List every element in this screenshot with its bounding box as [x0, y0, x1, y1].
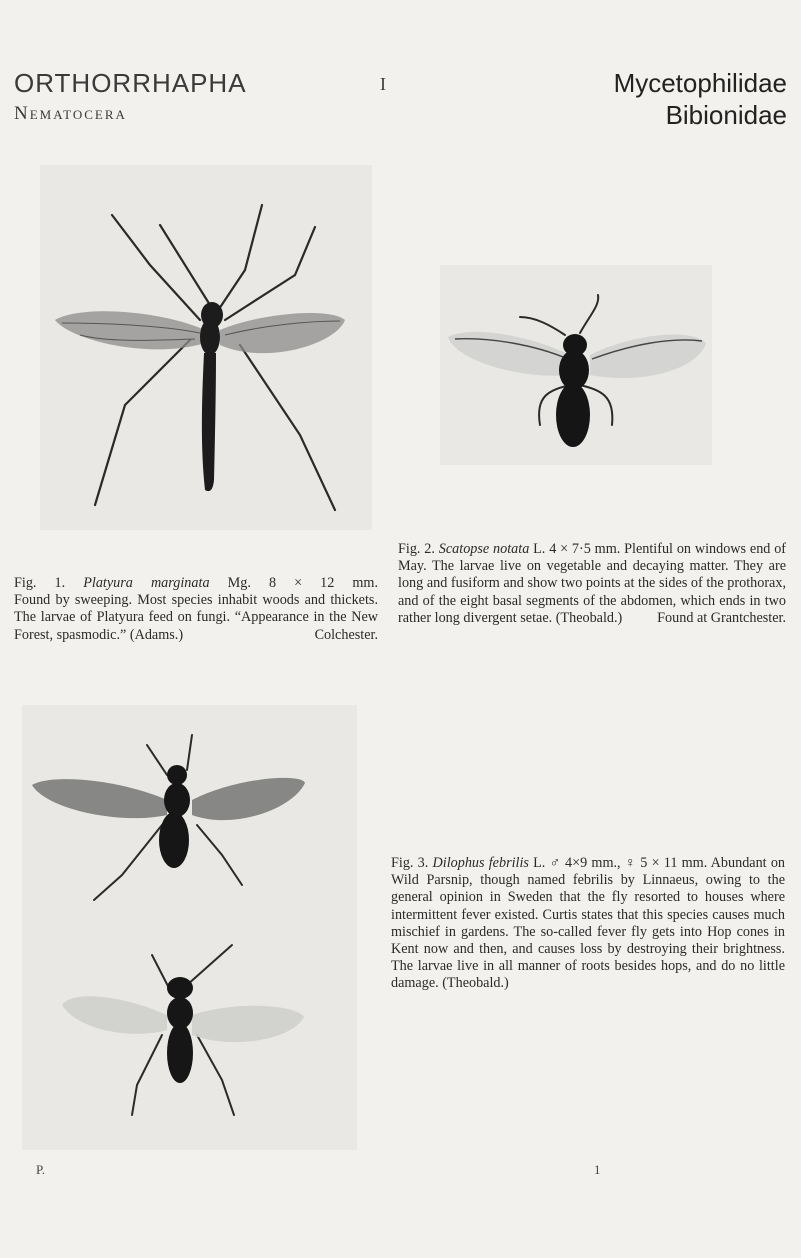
family-heading-1: Mycetophilidae	[613, 68, 787, 98]
fig2-species: Scatopse notata	[438, 541, 530, 557]
family-heading-2: Bibionidae	[665, 100, 787, 130]
fig2-size: 4 × 7·5 mm.	[549, 541, 621, 557]
footer-left: P.	[36, 1162, 46, 1177]
footer-right: 1	[594, 1162, 601, 1177]
fig3-photo	[22, 705, 357, 1150]
fig1-body	[200, 302, 223, 491]
fig3-male-wing-left	[32, 779, 167, 818]
fig2-wing-left	[448, 332, 570, 376]
fig1-photo	[40, 165, 372, 530]
fig1-species: Platyura marginata	[83, 575, 210, 591]
fig3-size: ♂ 4×9 mm., ♀ 5 × 11 mm.	[549, 855, 708, 871]
fig2-authority: L.	[533, 541, 546, 557]
suborder-heading: Nematocera	[14, 103, 127, 124]
fig2-caption	[398, 541, 786, 627]
fig2-label: Fig. 2.	[398, 541, 435, 557]
fig3-authority: L.	[533, 855, 546, 871]
fig3-label: Fig. 3.	[391, 855, 429, 871]
fig1-wing-right	[220, 313, 345, 353]
fig3-text: Abundant on Wild Parsnip, though named febrilis by Linnaeus, owing to the general opinion in Sweden that the fly resorted to houses where intermittent fever existed. Curtis states that this species causes much mischief in gardens. The so-called fever fly gets into Hop cones in Kent now and then, and causes loss by destroying their brightness. The larvae live in all manner of roots besides hops, and do no little damage. (Theobald.)	[391, 855, 786, 992]
fig2-wing-right	[590, 334, 706, 378]
fig2-location: Found at Grantchester.	[657, 609, 786, 626]
fig1-wing-left	[55, 311, 205, 349]
fig1-caption	[14, 575, 378, 644]
fig1-size: 8 × 12 mm.	[268, 575, 379, 591]
order-heading: ORTHORRHAPHA	[14, 68, 247, 98]
fig1-authority: Mg.	[227, 575, 251, 591]
fig1-text: Found by sweeping. Most species inhabit woods and thickets. The larvae of Platyura feed on fungi. “Appearance in the New Forest, spasmodic.” (Adams.)	[14, 592, 378, 643]
fig3-female-body	[167, 977, 193, 1083]
fig2-text: Plentiful on windows end of May. The larvae live on vegetable and decaying matter. They are long and fusiform and show two points at the sides of the prothorax, and of the eight basal segments of the abdomen, which ends in two rather long divergent setae. (Theobald.)	[398, 541, 787, 626]
fig1-location: Colchester.	[314, 626, 378, 643]
plate-number: I	[380, 74, 386, 94]
fig3-male-wing-right	[192, 778, 305, 820]
fig3-female-wing-right	[192, 1006, 304, 1042]
fig2-photo	[440, 265, 712, 465]
fig3-caption	[391, 855, 785, 993]
fig3-female-wing-left	[62, 996, 167, 1034]
fig3-male-body	[159, 765, 190, 868]
fig3-species: Dilophus febrilis	[432, 855, 529, 871]
fig1-label: Fig. 1.	[14, 575, 66, 591]
